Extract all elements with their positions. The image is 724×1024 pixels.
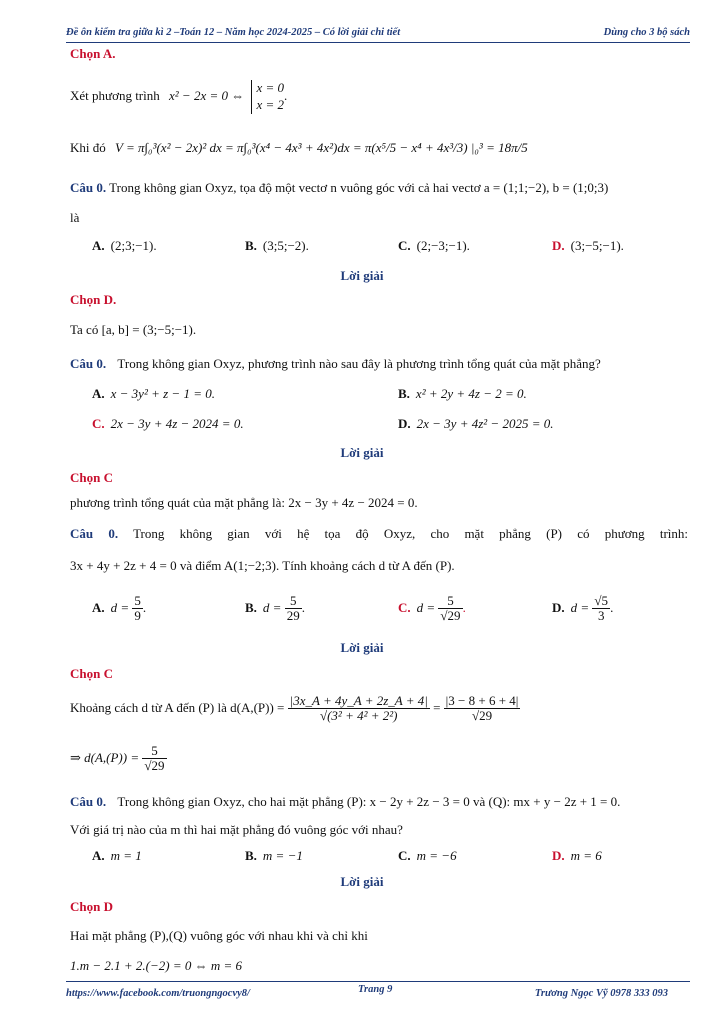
question-4-text: Trong không gian Oxyz, cho hai mặt phẳng (P): x − 2y + 2z − 3 = 0 và (Q): mx + y − 2z + 1 = 0.	[117, 794, 621, 809]
footer-author: Trương Ngọc Vỹ 0978 333 093	[534, 988, 668, 999]
prev-eq1: x² − 2x = 0 ⇔	[169, 87, 245, 103]
question-3-label: Câu 0.	[70, 526, 119, 541]
q2-answer: Chọn C	[70, 470, 113, 485]
question-1-line-1	[70, 180, 608, 196]
question-4-text-cont: Với giá trị nào của m thì hai mặt phẳng đó vuông góc với nhau?	[70, 822, 403, 837]
q3-option-c[interactable]: C. d = $\frac{5}{√29}$ .	[398, 593, 466, 624]
q4-solution-title: Lời giải	[340, 874, 384, 889]
question-2-line	[70, 356, 601, 372]
q1-option-c[interactable]: C. (2;−3;−1).	[398, 238, 470, 253]
q3-option-a[interactable]: A. d = $\frac{5}{9}$ .	[92, 593, 147, 624]
header-title: Đề ôn kiểm tra giữa kì 2 –Toán 12 – Năm học 2024-2025 – Có lời giải chi tiết	[66, 27, 401, 38]
q2-work: phương trình tổng quát của mặt phẳng là: 2x − 3y + 4z − 2024 = 0.	[70, 495, 418, 510]
q3-work-2: ⇒ d(A,(P)) = $\frac{5}{√29}$	[70, 743, 165, 774]
q1-solution-title: Lời giải	[340, 268, 384, 283]
q4-work-2: 1.m − 2.1 + 2.(−2) = 0 ⇔ m = 6	[70, 958, 243, 973]
question-3-text: Trong không gian với hệ tọa độ Oxyz, cho mặt phẳng (P) có phương trình:	[133, 526, 688, 541]
q1-option-a[interactable]: A. (2;3;−1).	[92, 238, 157, 253]
prev-system: x = 0 x = 2	[251, 80, 284, 114]
q4-answer: Chọn D	[70, 899, 113, 914]
q2-option-b[interactable]: B. x² + 2y + 4z − 2 = 0.	[398, 386, 527, 401]
question-4-label: Câu 0.	[70, 794, 107, 809]
q3-option-b[interactable]: B. d = $\frac{5}{29}$ .	[245, 593, 305, 624]
question-3-line-1	[70, 526, 688, 542]
page-footer	[66, 981, 690, 1002]
question-1-text: Trong không gian Oxyz, tọa độ một vectơ n vuông góc với cả hai vectơ a = (1;1;−2), b = (1;0;3)	[109, 180, 609, 195]
prev-line-2: Khi đó V = π∫₀³(x² − 2x)² dx = π∫₀³(x⁴ − 4x³ + 4x²)dx = π(x⁵/5 − x⁴ + 4x³/3) |₀³ = 18π/5	[70, 140, 528, 155]
q1-option-d[interactable]: D. (3;−5;−1).	[552, 238, 624, 253]
q2-option-d[interactable]: D. 2x − 3y + 4z² − 2025 = 0.	[398, 416, 554, 431]
page-header	[66, 26, 690, 43]
q4-option-b[interactable]: B. m = −1	[245, 848, 303, 863]
q2-solution-title: Lời giải	[340, 445, 384, 460]
q2-option-a[interactable]: A. x − 3y² + z − 1 = 0.	[92, 386, 215, 401]
question-3-text-cont: 3x + 4y + 2z + 4 = 0 và điểm A(1;−2;3). Tính khoảng cách d từ A đến (P).	[70, 558, 455, 573]
question-4-line-1	[70, 794, 620, 810]
header-series: Dùng cho 3 bộ sách	[603, 27, 690, 38]
question-1-text-cont: là	[70, 210, 80, 225]
question-2-text: Trong không gian Oxyz, phương trình nào sau đây là phương trình tổng quát của mặt phẳng?	[117, 356, 601, 371]
q1-option-b[interactable]: B. (3;5;−2).	[245, 238, 309, 253]
q3-solution-title: Lời giải	[340, 640, 384, 655]
q1-answer: Chọn D.	[70, 292, 117, 307]
footer-page-number: Trang 9	[358, 984, 393, 995]
question-2-label: Câu 0.	[70, 356, 107, 371]
q1-work: Ta có [a, b] = (3;−5;−1).	[70, 322, 197, 337]
q4-option-d[interactable]: D. m = 6	[552, 848, 602, 863]
q4-work-1: Hai mặt phẳng (P),(Q) vuông góc với nhau khi và chỉ khi	[70, 928, 368, 943]
q2-option-c[interactable]: C. 2x − 3y + 4z − 2024 = 0.	[92, 416, 244, 431]
prev-volume-eq: V = π∫₀³(x² − 2x)² dx = π∫₀³(x⁴ − 4x³ + 4x²)dx = π(x⁵/5 − x⁴ + 4x³/3) |₀³ = 18π/5	[115, 140, 528, 155]
prev-line-1: Xét phương trình x² − 2x = 0 ⇔ x = 0 x = 2 .	[70, 80, 288, 112]
prev-answer: Chọn A.	[70, 46, 116, 61]
q3-answer: Chọn C	[70, 666, 113, 681]
q4-option-c[interactable]: C. m = −6	[398, 848, 457, 863]
footer-link[interactable]: https://www.facebook.com/truongngocvy8/	[66, 988, 250, 999]
q3-option-d[interactable]: D. d = $\frac{√5}{3}$ .	[552, 593, 614, 624]
q3-work-1: Khoảng cách d từ A đến (P) là d(A,(P)) = $\frac{|3x\_A + 4y\_A + 2z\_A + 4|}{\text{√(3² + 4² + 2²)}}$ = $\frac{|3 - 8 + 6 + 4|}{√29}$	[70, 693, 519, 724]
q4-option-a[interactable]: A. m = 1	[92, 848, 142, 863]
question-1-label: Câu 0.	[70, 180, 107, 195]
